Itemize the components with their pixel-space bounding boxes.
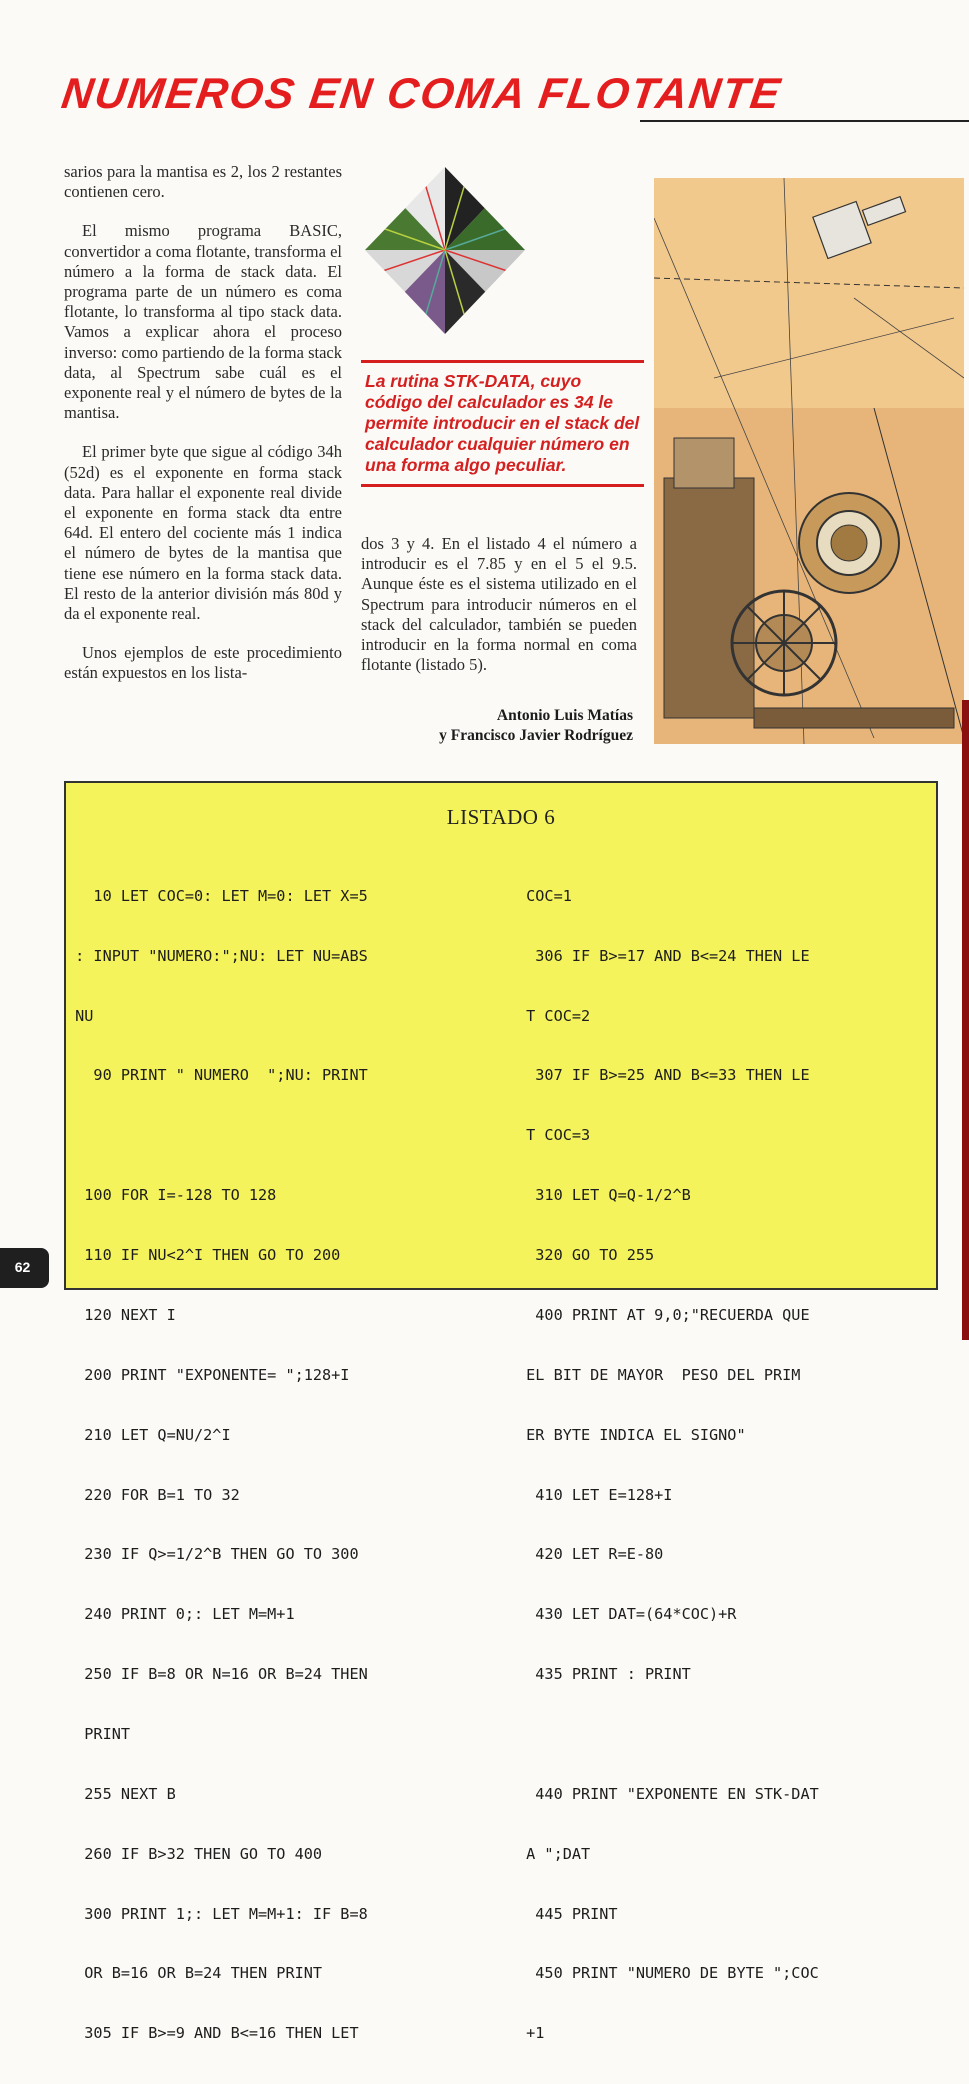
code-line: 400 PRINT AT 9,0;"RECUERDA QUE bbox=[517, 1305, 810, 1324]
code-line: 255 NEXT B bbox=[66, 1784, 176, 1803]
code-line: 260 IF B>32 THEN GO TO 400 bbox=[66, 1844, 323, 1863]
code-line: 420 LET R=E-80 bbox=[517, 1545, 664, 1564]
left-column bbox=[64, 162, 342, 703]
code-line: EL BIT DE MAYOR PESO DEL PRIM bbox=[517, 1365, 801, 1384]
code-line: NU bbox=[66, 1006, 94, 1025]
paragraph: El mismo programa BASIC, convertidor a coma flotante, transforma el número a la forma de stack data. El programa parte de un número es coma flotante, lo transforma al tipo stack data. Vamos a explicar ahora el proceso inverso: como partiendo de la forma stack data, al Spectrum sabe cuál es el exponente real y el número de bytes de la mantisa. bbox=[64, 221, 342, 423]
code-line: 450 PRINT "NUMERO DE BYTE ";COC bbox=[517, 1964, 819, 1983]
code-line: 310 LET Q=Q-1/2^B bbox=[517, 1186, 691, 1205]
code-line: 430 LET DAT=(64*COC)+R bbox=[517, 1605, 737, 1624]
code-line: 10 LET COC=0: LET M=0: LET X=5 bbox=[66, 886, 368, 905]
code-line: 300 PRINT 1;: LET M=M+1: IF B=8 bbox=[66, 1904, 368, 1923]
author-name: Antonio Luis Matías bbox=[496, 707, 633, 724]
code-line: OR B=16 OR B=24 THEN PRINT bbox=[66, 1964, 323, 1983]
page-title: NUMEROS EN COMA FLOTANTE bbox=[58, 70, 785, 118]
code-line: 435 PRINT : PRINT bbox=[517, 1665, 691, 1684]
code-line: 110 IF NU<2^I THEN GO TO 200 bbox=[66, 1246, 341, 1265]
page-number: 62 bbox=[14, 1259, 31, 1275]
pull-quote bbox=[361, 360, 644, 487]
title-underline bbox=[640, 120, 969, 122]
code-line: T COC=2 bbox=[517, 1006, 591, 1025]
code-line: 305 IF B>=9 AND B<=16 THEN LET bbox=[66, 2024, 359, 2043]
page-number-tab bbox=[0, 1248, 49, 1288]
code-line: 210 LET Q=NU/2^I bbox=[66, 1425, 231, 1444]
code-line: 120 NEXT I bbox=[66, 1305, 176, 1324]
machine-illustration bbox=[654, 178, 964, 744]
paragraph: sarios para la mantisa es 2, los 2 restantes contienen cero. bbox=[64, 162, 342, 202]
code-line: 410 LET E=128+I bbox=[517, 1485, 673, 1504]
code-line: 307 IF B>=25 AND B<=33 THEN LE bbox=[517, 1066, 810, 1085]
paragraph: El primer byte que sigue al código 34h (52d) es el exponente en forma stack data. Para hallar el exponente real divide el exponente en forma stack dta entre 64d. El entero del cociente más 1 indica el número de bytes de la mantisa que tiene ese número en la forma stack data. El resto de la anterior división más 80d y da el exponente real. bbox=[64, 442, 342, 624]
code-line: COC=1 bbox=[517, 886, 572, 905]
code-line bbox=[517, 1725, 819, 1745]
code-line: 250 IF B=8 OR N=16 OR B=24 THEN bbox=[66, 1665, 368, 1684]
code-line: 240 PRINT 0;: LET M=M+1 bbox=[66, 1605, 295, 1624]
author-name: y Francisco Javier Rodríguez bbox=[439, 727, 633, 744]
listing-title: LISTADO 6 bbox=[446, 805, 556, 829]
code-line: 200 PRINT "EXPONENTE= ";128+I bbox=[66, 1365, 350, 1384]
code-line: 230 IF Q>=1/2^B THEN GO TO 300 bbox=[66, 1545, 359, 1564]
code-line: PRINT bbox=[66, 1724, 131, 1743]
code-line: : INPUT "NUMERO:";NU: LET NU=ABS bbox=[66, 946, 368, 965]
code-line: ER BYTE INDICA EL SIGNO" bbox=[517, 1425, 746, 1444]
code-listing bbox=[64, 781, 938, 2043]
page-edge bbox=[962, 700, 969, 1340]
code-line: +1 bbox=[517, 2024, 545, 2043]
byline bbox=[361, 706, 633, 746]
code-line: 220 FOR B=1 TO 32 bbox=[66, 1485, 240, 1504]
diamond-illustration bbox=[360, 162, 530, 337]
code-line: A ";DAT bbox=[517, 1844, 591, 1863]
code-line: 100 FOR I=-128 TO 128 bbox=[66, 1186, 277, 1205]
middle-column bbox=[361, 534, 637, 694]
code-line: 440 PRINT "EXPONENTE EN STK-DAT bbox=[517, 1784, 819, 1803]
paragraph: dos 3 y 4. En el listado 4 el número a introducir es el 7.85 y en el 5 el 9.5. Aunque éste es el sistema utilizado en el Spectrum para introducir números en el stack del calculador, también se pueden introducir en la forma normal en coma flotante (listado 5). bbox=[361, 534, 637, 675]
code-column-left bbox=[66, 847, 368, 2084]
paragraph: Unos ejemplos de este procedimiento están expuestos en los lista- bbox=[64, 643, 342, 683]
code-column-right bbox=[517, 847, 819, 2084]
pull-quote-text: La rutina STK-DATA, cuyo código del calculador es 34 le permite introducir en el stack del calculador cualquier número en una forma algo peculiar. bbox=[365, 371, 640, 475]
code-line: 320 GO TO 255 bbox=[517, 1246, 655, 1265]
code-line bbox=[66, 1126, 368, 1146]
code-line: T COC=3 bbox=[517, 1126, 591, 1145]
code-line: 445 PRINT bbox=[517, 1904, 618, 1923]
code-line: 306 IF B>=17 AND B<=24 THEN LE bbox=[517, 946, 810, 965]
code-line: 90 PRINT " NUMERO ";NU: PRINT bbox=[66, 1066, 368, 1085]
